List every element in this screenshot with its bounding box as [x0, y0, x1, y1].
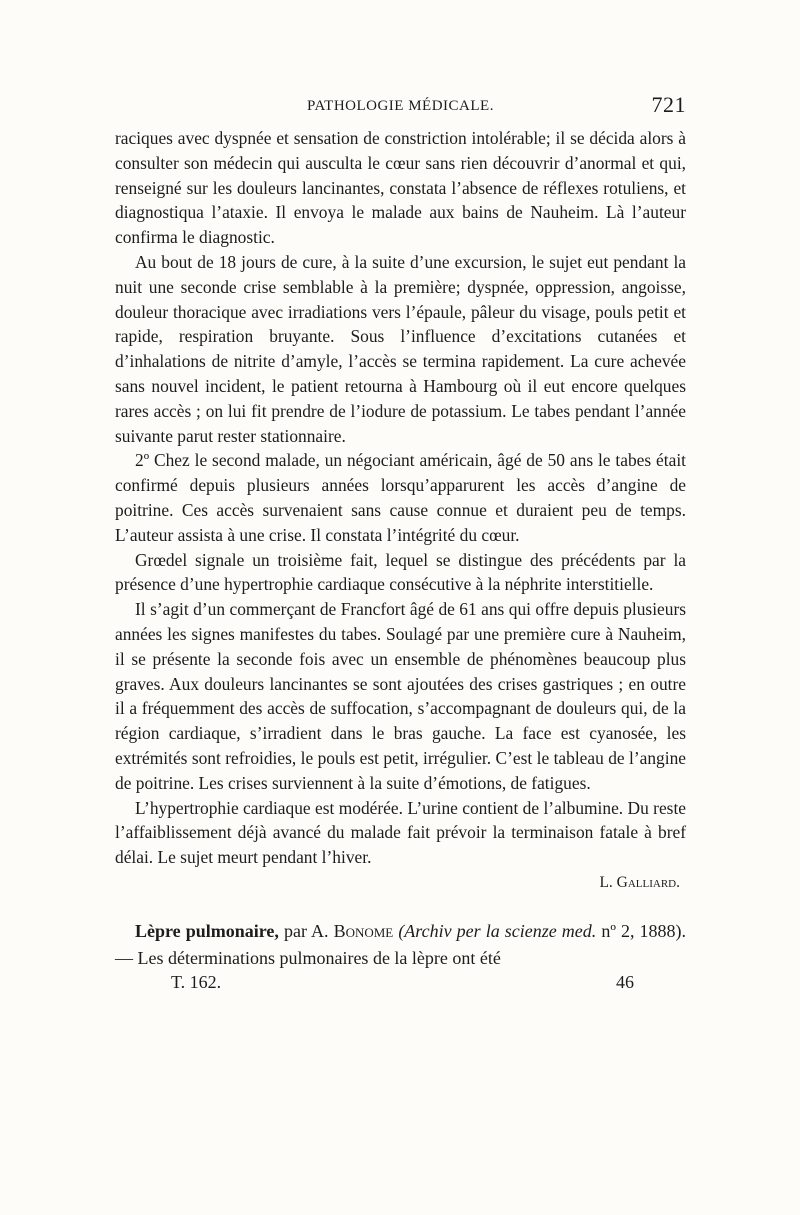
review-issue: nº 2, 1888). [601, 920, 687, 941]
paragraph: raciques avec dyspnée et sensation de constriction intolérable; il se décida alors à consulter son médecin qui ausculta le cœur sans rien découvrir d’anormal et qui, renseigné sur les douleurs lancinantes, constata l’absence de réflexes rotuliens, et diagnostiqua l’ataxie. Il envoya le malade aux bains de Nauheim. Là l’auteur confirma le diagnostic. [115, 128, 686, 248]
paragraph: L’hypertrophie cardiaque est modérée. L’urine contient de l’albumine. Du reste l’affaiblissement déjà avancé du malade fait prévoir la terminaison fatale à bref délai. Le sujet meurt pendant l’hiver. [115, 797, 686, 868]
paragraph: Grœdel signale un troisième fait, lequel se distingue des précédents par la présence d’une hypertrophie cardiaque consécutive à la néphrite interstitielle. [115, 549, 686, 595]
review-headword: Lèpre pulmonaire, [135, 920, 279, 941]
review-by: par A. [283, 920, 329, 941]
sheet-number: 46 [616, 971, 634, 992]
running-title: PATHOLOGIE MÉDICALE. [307, 98, 494, 114]
volume-mark: T. 162. [171, 971, 222, 992]
review-journal: (Archiv per la scienze med. [398, 920, 597, 941]
paragraph: Au bout de 18 jours de cure, à la suite d’une excursion, le sujet eut pendant la nuit une seconde crise semblable à la première; dyspnée, oppression, angoisse, douleur thoracique avec irradiations vers l’épaule, pâleur du visage, pouls petit et rapide, respiration bruyante. Sous l’influence d’excitations cutanées et d’inhalations de nitrite d’amyle, l’accès se termina rapidement. La cure achevée sans nouvel incident, le patient retourna à Hambourg où il eut encore quelques rares accès ; on lui fit prendre de l’iodure de potassium. Le tabes pendant l’année suivante parut rester stationnaire. [115, 251, 686, 446]
paragraph: 2º Chez le second malade, un négociant américain, âgé de 50 ans le tabes était confirmé depuis plusieurs années lorsqu’apparurent les accès d’angine de poitrine. Ces accès survenaient sans cause connue et duraient peu de temps. L’auteur assista à une crise. Il constata l’intégrité du cœur. [115, 450, 686, 545]
printer-signature [115, 972, 686, 998]
review-text: — Les déterminations pulmonaires de la lèpre ont été [115, 947, 501, 968]
review-author: Bonome [333, 920, 394, 941]
article-body [115, 126, 686, 870]
review-entry [115, 918, 686, 972]
author-signature: L. Galliard. [599, 873, 680, 891]
running-head [115, 92, 686, 120]
review-paragraph [115, 918, 686, 972]
paragraph: Il s’agit d’un commerçant de Francfort âgé de 61 ans qui offre depuis plusieurs années les signes manifestes du tabes. Soulagé par une première cure à Nauheim, il se présente la seconde fois avec un ensemble de phénomènes beaucoup plus graves. Aux douleurs lancinantes se sont ajoutées des crises gastriques ; en outre il a fréquemment des accès de suffocation, s’accompagnant de douleurs qui, de la région cardiaque, s’irradient dans le bras gauche. La face est cyanosée, les extrémités sont refroidies, le pouls est petit, irrégulier. C’est le tableau de l’angine de poitrine. Les crises surviennent à la suite d’émotions, de fatigues. [115, 599, 686, 793]
page [115, 92, 686, 998]
page-number: 721 [651, 92, 686, 117]
